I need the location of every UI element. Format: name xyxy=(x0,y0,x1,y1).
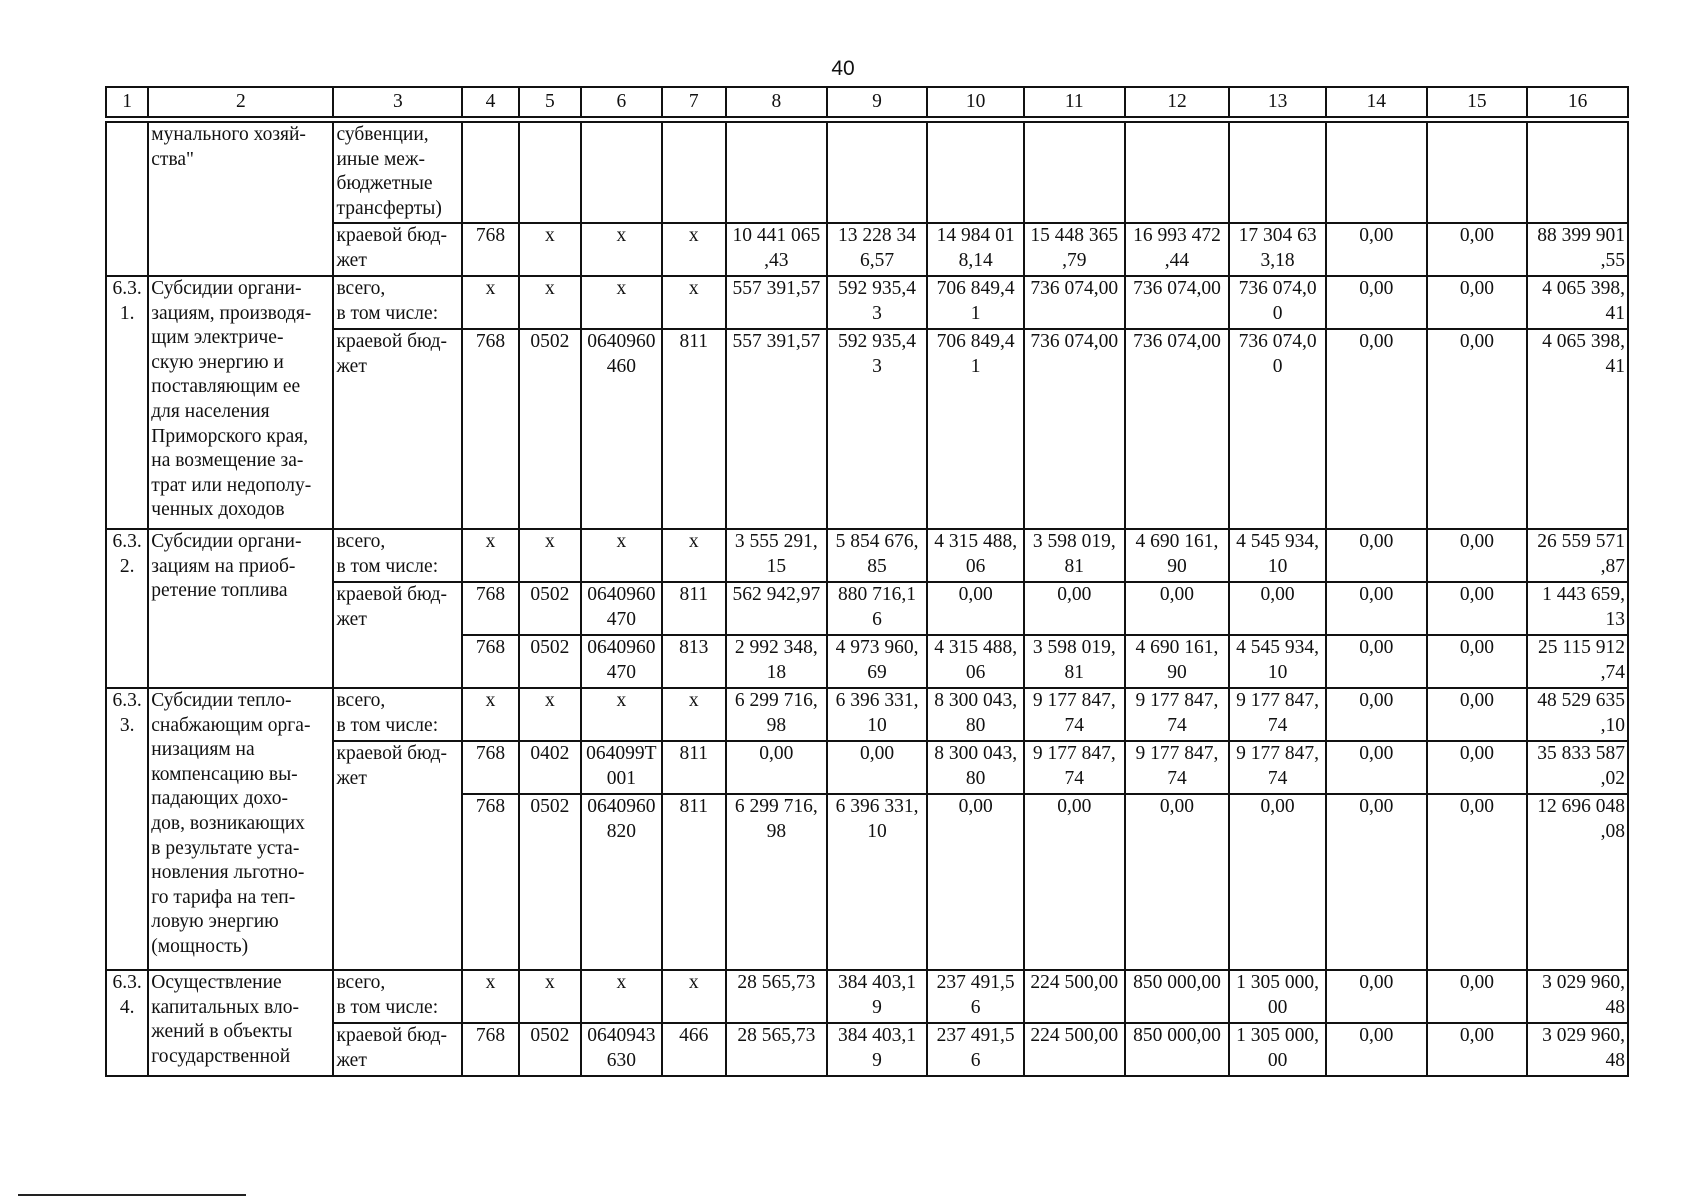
csr-cell xyxy=(581,122,662,223)
value-cell: 9 177 847, 74 xyxy=(1229,688,1326,741)
value-cell: 237 491,5 6 xyxy=(927,970,1024,1023)
total-cell: 25 115 912 ,74 xyxy=(1527,635,1628,688)
csr-cell: 0640960 470 xyxy=(581,635,662,688)
value-cell: 850 000,00 xyxy=(1125,970,1230,1023)
grbs-cell: 768 xyxy=(462,1023,518,1076)
csr-cell: 0640960 820 xyxy=(581,794,662,970)
value-cell: 3 555 291, 15 xyxy=(726,529,827,582)
value-cell: 9 177 847, 74 xyxy=(1125,741,1230,794)
rzpr-cell xyxy=(519,122,581,223)
event-name-cell: Осуществление капитальных вло- жений в объекты государственной xyxy=(148,970,333,1076)
vr-cell: 811 xyxy=(662,794,726,970)
value-cell: 0,00 xyxy=(1326,276,1427,329)
value-cell: 4 690 161, 90 xyxy=(1125,635,1230,688)
value-cell: 0,00 xyxy=(1326,529,1427,582)
value-cell: 0,00 xyxy=(927,794,1024,970)
footnote-separator xyxy=(18,1194,246,1196)
table-row xyxy=(106,582,1628,635)
total-cell: 48 529 635 ,10 xyxy=(1527,688,1628,741)
vr-cell: x xyxy=(662,970,726,1023)
total-cell: 35 833 587 ,02 xyxy=(1527,741,1628,794)
value-cell xyxy=(726,122,827,223)
vr-cell: 811 xyxy=(662,741,726,794)
value-cell: 14 984 01 8,14 xyxy=(927,223,1024,276)
vr-cell: 813 xyxy=(662,635,726,688)
value-cell: 4 545 934, 10 xyxy=(1229,635,1326,688)
header-cell: 5 xyxy=(519,87,581,117)
value-cell: 0,00 xyxy=(1427,688,1528,741)
header-cell: 14 xyxy=(1326,87,1427,117)
table-row xyxy=(106,688,1628,741)
rzpr-cell: 0502 xyxy=(519,582,581,635)
csr-cell: x xyxy=(581,276,662,329)
grbs-cell: 768 xyxy=(462,329,518,529)
table-row xyxy=(106,741,1628,794)
value-cell: 0,00 xyxy=(1427,276,1528,329)
grbs-cell: 768 xyxy=(462,223,518,276)
value-cell: 3 598 019, 81 xyxy=(1024,529,1125,582)
value-cell: 6 396 331, 10 xyxy=(827,688,928,741)
value-cell: 557 391,57 xyxy=(726,276,827,329)
value-cell: 9 177 847, 74 xyxy=(1024,688,1125,741)
value-cell: 0,00 xyxy=(1427,582,1528,635)
csr-cell: 0640943 630 xyxy=(581,1023,662,1076)
row-number-cell: 6.3. 2. xyxy=(106,529,148,688)
total-cell xyxy=(1527,122,1628,223)
value-cell: 237 491,5 6 xyxy=(927,1023,1024,1076)
total-cell: 88 399 901 ,55 xyxy=(1527,223,1628,276)
rzpr-cell: x xyxy=(519,688,581,741)
grbs-cell: x xyxy=(462,970,518,1023)
value-cell: 224 500,00 xyxy=(1024,970,1125,1023)
value-cell: 736 074,00 xyxy=(1125,329,1230,529)
source-cell: всего, в том числе: xyxy=(333,688,462,741)
table-row xyxy=(106,276,1628,329)
value-cell: 4 315 488, 06 xyxy=(927,529,1024,582)
source-cell: всего, в том числе: xyxy=(333,970,462,1023)
rzpr-cell: x xyxy=(519,970,581,1023)
value-cell: 6 299 716, 98 xyxy=(726,688,827,741)
source-cell: субвенции, иные меж- бюджетные трансферты) xyxy=(333,122,462,223)
value-cell: 9 177 847, 74 xyxy=(1125,688,1230,741)
value-cell: 0,00 xyxy=(1326,1023,1427,1076)
value-cell: 8 300 043, 80 xyxy=(927,741,1024,794)
value-cell xyxy=(927,122,1024,223)
source-cell: краевой бюд- жет xyxy=(333,741,462,970)
total-cell: 1 443 659, 13 xyxy=(1527,582,1628,635)
column-number-header xyxy=(105,86,1629,118)
value-cell: 0,00 xyxy=(1427,794,1528,970)
value-cell: 592 935,4 3 xyxy=(827,329,928,529)
grbs-cell: x xyxy=(462,688,518,741)
value-cell: 706 849,4 1 xyxy=(927,276,1024,329)
source-cell: краевой бюд- жет xyxy=(333,582,462,688)
table-row xyxy=(106,1023,1628,1076)
header-cell: 4 xyxy=(462,87,518,117)
event-name-cell: мунального хозяй- ства" xyxy=(148,122,333,276)
value-cell: 0,00 xyxy=(927,582,1024,635)
value-cell: 6 396 331, 10 xyxy=(827,794,928,970)
value-cell: 0,00 xyxy=(1125,582,1230,635)
value-cell: 0,00 xyxy=(1427,741,1528,794)
rzpr-cell: 0502 xyxy=(519,329,581,529)
value-cell xyxy=(1229,122,1326,223)
table-row xyxy=(106,529,1628,582)
value-cell: 0,00 xyxy=(1326,329,1427,529)
total-cell: 4 065 398, 41 xyxy=(1527,329,1628,529)
value-cell xyxy=(1024,122,1125,223)
source-cell: всего, в том числе: xyxy=(333,529,462,582)
value-cell: 15 448 365 ,79 xyxy=(1024,223,1125,276)
grbs-cell: 768 xyxy=(462,635,518,688)
header-cell: 1 xyxy=(106,87,148,117)
grbs-cell: 768 xyxy=(462,794,518,970)
value-cell: 0,00 xyxy=(827,741,928,794)
value-cell: 384 403,1 9 xyxy=(827,1023,928,1076)
value-cell: 3 598 019, 81 xyxy=(1024,635,1125,688)
value-cell: 13 228 34 6,57 xyxy=(827,223,928,276)
header-cell: 13 xyxy=(1229,87,1326,117)
header-cell: 10 xyxy=(927,87,1024,117)
rzpr-cell: 0502 xyxy=(519,794,581,970)
value-cell: 0,00 xyxy=(1229,582,1326,635)
value-cell: 0,00 xyxy=(1326,688,1427,741)
source-cell: краевой бюд- жет xyxy=(333,223,462,276)
event-name-cell: Субсидии тепло- снабжающим орга- низациям на компенсацию вы- падающих дохо- дов, возникающих в результате уста- новления льготно- го тарифа на теп- ловую энергию (мощность) xyxy=(148,688,333,970)
value-cell: 384 403,1 9 xyxy=(827,970,928,1023)
value-cell xyxy=(827,122,928,223)
row-number-cell xyxy=(106,122,148,276)
value-cell: 4 545 934, 10 xyxy=(1229,529,1326,582)
vr-cell xyxy=(662,122,726,223)
row-number-cell: 6.3. 1. xyxy=(106,276,148,529)
budget-table xyxy=(105,121,1629,1077)
value-cell: 0,00 xyxy=(1125,794,1230,970)
value-cell: 0,00 xyxy=(1326,794,1427,970)
rzpr-cell: 0502 xyxy=(519,1023,581,1076)
csr-cell: x xyxy=(581,970,662,1023)
grbs-cell: x xyxy=(462,276,518,329)
vr-cell: x xyxy=(662,688,726,741)
value-cell: 0,00 xyxy=(1024,582,1125,635)
vr-cell: x xyxy=(662,529,726,582)
vr-cell: 811 xyxy=(662,582,726,635)
header-cell: 15 xyxy=(1427,87,1528,117)
csr-cell: x xyxy=(581,223,662,276)
value-cell: 0,00 xyxy=(1427,635,1528,688)
header-cell: 2 xyxy=(148,87,333,117)
value-cell: 0,00 xyxy=(1326,635,1427,688)
value-cell: 736 074,0 0 xyxy=(1229,329,1326,529)
value-cell: 1 305 000, 00 xyxy=(1229,1023,1326,1076)
page-number: 40 xyxy=(831,57,855,80)
table-row xyxy=(106,223,1628,276)
value-cell: 557 391,57 xyxy=(726,329,827,529)
total-cell: 26 559 571 ,87 xyxy=(1527,529,1628,582)
row-number-cell: 6.3. 4. xyxy=(106,970,148,1076)
source-cell: краевой бюд- жет xyxy=(333,1023,462,1076)
grbs-cell xyxy=(462,122,518,223)
value-cell: 17 304 63 3,18 xyxy=(1229,223,1326,276)
rzpr-cell: x xyxy=(519,529,581,582)
grbs-cell: x xyxy=(462,529,518,582)
rzpr-cell: x xyxy=(519,276,581,329)
value-cell: 0,00 xyxy=(1326,582,1427,635)
rzpr-cell: 0402 xyxy=(519,741,581,794)
value-cell xyxy=(1427,122,1528,223)
value-cell: 0,00 xyxy=(726,741,827,794)
value-cell: 5 854 676, 85 xyxy=(827,529,928,582)
value-cell: 0,00 xyxy=(1427,970,1528,1023)
value-cell: 1 305 000, 00 xyxy=(1229,970,1326,1023)
header-cell: 11 xyxy=(1024,87,1125,117)
value-cell: 4 690 161, 90 xyxy=(1125,529,1230,582)
header-cell: 8 xyxy=(726,87,827,117)
value-cell: 4 315 488, 06 xyxy=(927,635,1024,688)
csr-cell: 0640960 470 xyxy=(581,582,662,635)
rzpr-cell: 0502 xyxy=(519,635,581,688)
value-cell: 850 000,00 xyxy=(1125,1023,1230,1076)
csr-cell: 0640960 460 xyxy=(581,329,662,529)
header-row xyxy=(106,87,1628,117)
source-cell: краевой бюд- жет xyxy=(333,329,462,529)
value-cell: 736 074,0 0 xyxy=(1229,276,1326,329)
row-number-cell: 6.3. 3. xyxy=(106,688,148,970)
value-cell xyxy=(1326,122,1427,223)
header-cell: 16 xyxy=(1527,87,1628,117)
value-cell: 880 716,1 6 xyxy=(827,582,928,635)
total-cell: 12 696 048 ,08 xyxy=(1527,794,1628,970)
value-cell: 736 074,00 xyxy=(1024,276,1125,329)
value-cell: 6 299 716, 98 xyxy=(726,794,827,970)
value-cell: 0,00 xyxy=(1427,329,1528,529)
value-cell: 9 177 847, 74 xyxy=(1024,741,1125,794)
value-cell: 0,00 xyxy=(1326,970,1427,1023)
value-cell: 28 565,73 xyxy=(726,1023,827,1076)
value-cell: 706 849,4 1 xyxy=(927,329,1024,529)
value-cell: 10 441 065 ,43 xyxy=(726,223,827,276)
vr-cell: 811 xyxy=(662,329,726,529)
value-cell: 0,00 xyxy=(1229,794,1326,970)
value-cell xyxy=(1125,122,1230,223)
total-cell: 3 029 960, 48 xyxy=(1527,1023,1628,1076)
total-cell: 4 065 398, 41 xyxy=(1527,276,1628,329)
grbs-cell: 768 xyxy=(462,741,518,794)
value-cell: 9 177 847, 74 xyxy=(1229,741,1326,794)
csr-cell: 064099Т 001 xyxy=(581,741,662,794)
value-cell: 562 942,97 xyxy=(726,582,827,635)
value-cell: 0,00 xyxy=(1024,794,1125,970)
value-cell: 224 500,00 xyxy=(1024,1023,1125,1076)
value-cell: 0,00 xyxy=(1427,223,1528,276)
value-cell: 0,00 xyxy=(1427,1023,1528,1076)
csr-cell: x xyxy=(581,529,662,582)
table-row xyxy=(106,122,1628,223)
value-cell: 736 074,00 xyxy=(1024,329,1125,529)
value-cell: 2 992 348, 18 xyxy=(726,635,827,688)
header-cell: 7 xyxy=(662,87,726,117)
vr-cell: x xyxy=(662,223,726,276)
event-name-cell: Субсидии органи- зациям на приоб- ретение топлива xyxy=(148,529,333,688)
value-cell: 0,00 xyxy=(1326,741,1427,794)
value-cell: 8 300 043, 80 xyxy=(927,688,1024,741)
value-cell: 4 973 960, 69 xyxy=(827,635,928,688)
grbs-cell: 768 xyxy=(462,582,518,635)
rzpr-cell: x xyxy=(519,223,581,276)
value-cell: 16 993 472 ,44 xyxy=(1125,223,1230,276)
table-row xyxy=(106,329,1628,529)
value-cell: 28 565,73 xyxy=(726,970,827,1023)
header-cell: 6 xyxy=(581,87,662,117)
header-cell: 3 xyxy=(333,87,462,117)
value-cell: 592 935,4 3 xyxy=(827,276,928,329)
source-cell: всего, в том числе: xyxy=(333,276,462,329)
table-row xyxy=(106,970,1628,1023)
vr-cell: 466 xyxy=(662,1023,726,1076)
header-cell: 9 xyxy=(827,87,928,117)
value-cell: 0,00 xyxy=(1326,223,1427,276)
value-cell: 0,00 xyxy=(1427,529,1528,582)
header-cell: 12 xyxy=(1125,87,1230,117)
vr-cell: x xyxy=(662,276,726,329)
total-cell: 3 029 960, 48 xyxy=(1527,970,1628,1023)
value-cell: 736 074,00 xyxy=(1125,276,1230,329)
event-name-cell: Субсидии органи- зациям, производя- щим электриче- скую энергию и поставляющим ее для населения Приморского края, на возмещение за- трат или недополу- ченных доходов xyxy=(148,276,333,529)
csr-cell: x xyxy=(581,688,662,741)
